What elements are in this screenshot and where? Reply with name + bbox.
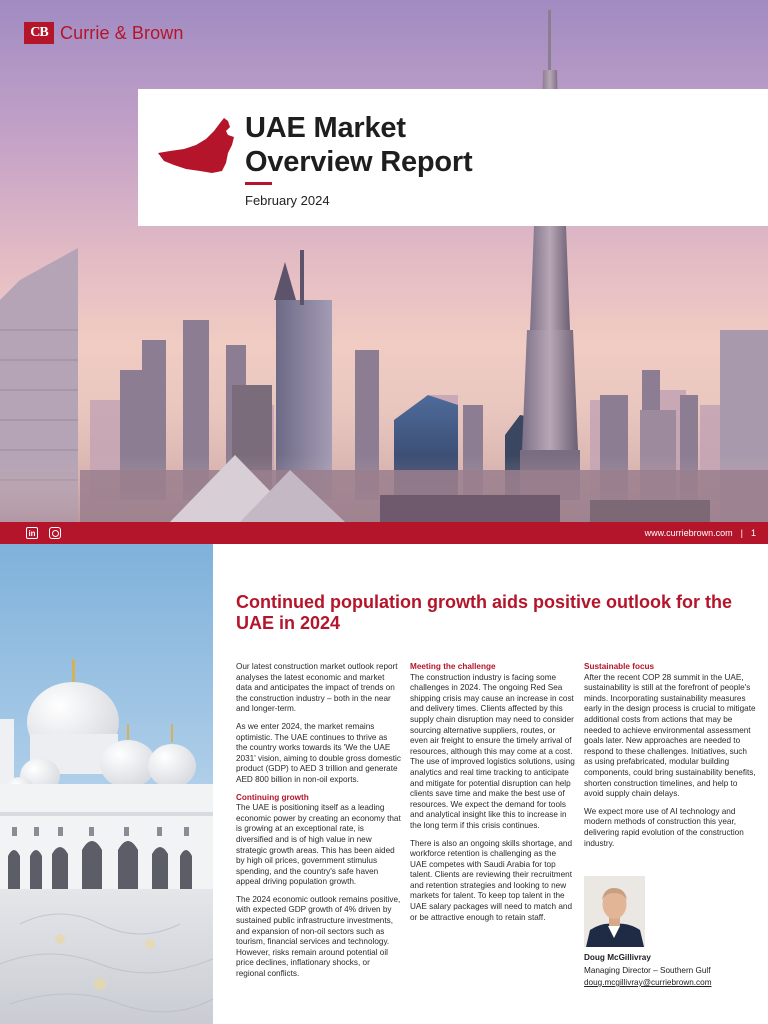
contact-name: Doug McGillivray bbox=[584, 953, 651, 962]
logo-mark: CB bbox=[24, 22, 54, 44]
currie-brown-logo[interactable] bbox=[24, 22, 183, 44]
mosque-illustration bbox=[0, 544, 213, 1024]
paragraph: Our latest construction market outlook report analyses the latest economic and market data and anticipates the impact of trends on the construction industry – both in the near and longer-term. bbox=[236, 662, 398, 714]
title-divider bbox=[245, 182, 272, 185]
contact-role: Managing Director – Southern Gulf bbox=[584, 966, 711, 975]
report-title bbox=[245, 111, 472, 179]
logo-wordmark: Currie & Brown bbox=[60, 22, 184, 43]
article-column-1 bbox=[236, 662, 401, 987]
section-heading-continuing-growth: Continuing growth bbox=[236, 792, 309, 802]
uae-map-icon bbox=[156, 115, 238, 175]
instagram-icon[interactable] bbox=[49, 527, 61, 539]
mosque-photo bbox=[0, 544, 213, 1024]
contact-email-link[interactable]: doug.mcgillivray@curriebrown.com bbox=[584, 978, 712, 987]
linkedin-icon[interactable]: in bbox=[26, 527, 38, 539]
portrait-illustration bbox=[584, 876, 645, 947]
paragraph: The construction industry is facing some challenges in 2024. The ongoing Red Sea shipping crisis may cause an increase in cost and delivery times. Clients affected by this supply chain disruption may need to consider sourcing alternative suppliers, routes, or even air freight to ensure the timely arrival of resources, although this may come at a cost. The use of improved logistics solutions, using analytics and real time tracking to anticipate and mitigate for potential disruption can help clients save time and make the best use of resources. We expect the demand for tools and analytical insight like this to increase in the long term if this crisis continues. bbox=[410, 672, 575, 830]
section-heading-sustainable-focus: Sustainable focus bbox=[584, 662, 655, 671]
article-column-3 bbox=[584, 662, 756, 856]
report-title-line1: UAE Market bbox=[245, 112, 406, 144]
footer-bar bbox=[0, 522, 768, 544]
paragraph: After the recent COP 28 summit in the UAE, sustainability is still at the forefront of people's minds. Incorporating sustainability measures early in the design process is crucial to mitigate additional costs from actions that may be needed to achieve environmental assessment goals later. New approaches are needed to respond to these challenges. Initiatives, such as using prefabricated, modular building components, could bring sustainability benefits, shorten construction timelines, and help to avoid supply chain delays. bbox=[584, 672, 756, 799]
bar-right-info bbox=[645, 528, 756, 538]
website-link[interactable]: www.curriebrown.com bbox=[644, 528, 733, 538]
article-column-2 bbox=[410, 662, 575, 930]
paragraph: We expect more use of AI technology and modern methods of construction this year, delivering rapid evolution of the construction industry. bbox=[584, 806, 744, 848]
page-number: 1 bbox=[750, 528, 756, 538]
contact-portrait bbox=[584, 876, 645, 947]
paragraph: The 2024 economic outlook remains positive, with expected GDP growth of 4% driven by sustained public infrastructure investments, and expansion of non-oil sectors such as tourism, financial services and technology. However, risks remain around potential oil price declines, inflationary shocks, or regional conflicts. bbox=[236, 894, 401, 979]
paragraph: There is also an ongoing skills shortage, and workforce retention is challenging as the UAE competes with Saudi Arabia for top talent. Clients are reviewing their recruitment and retention strategies and looking to new markets for talent. To keep top talent in the UAE salary packages will need to match and or be attractive enough to retain staff. bbox=[410, 838, 573, 922]
separator: | bbox=[740, 528, 743, 538]
paragraph: As we enter 2024, the market remains optimistic. The UAE continues to thrive as the country works towards its 'We the UAE 2031' vision, aiming to double gross domestic product (GDP) to AED 3 trillion and generate AED 800 billion in non-oil exports. bbox=[236, 721, 401, 784]
section-heading-meeting-challenge: Meeting the challenge bbox=[410, 662, 496, 671]
report-date: February 2024 bbox=[245, 193, 330, 208]
article-headline: Continued population growth aids positive outlook for the UAE in 2024 bbox=[236, 592, 732, 633]
paragraph: The UAE is positioning itself as a leading economic power by creating an economy that is growing at an exceptional rate, is diversified and is of high value in new strategic growth areas. This has been aided by high oil prices, government stimulus spending, and the country's safe haven appeal driving population growth. bbox=[236, 803, 401, 887]
report-title-line2: Overview Report bbox=[245, 146, 473, 178]
title-card bbox=[138, 89, 768, 226]
